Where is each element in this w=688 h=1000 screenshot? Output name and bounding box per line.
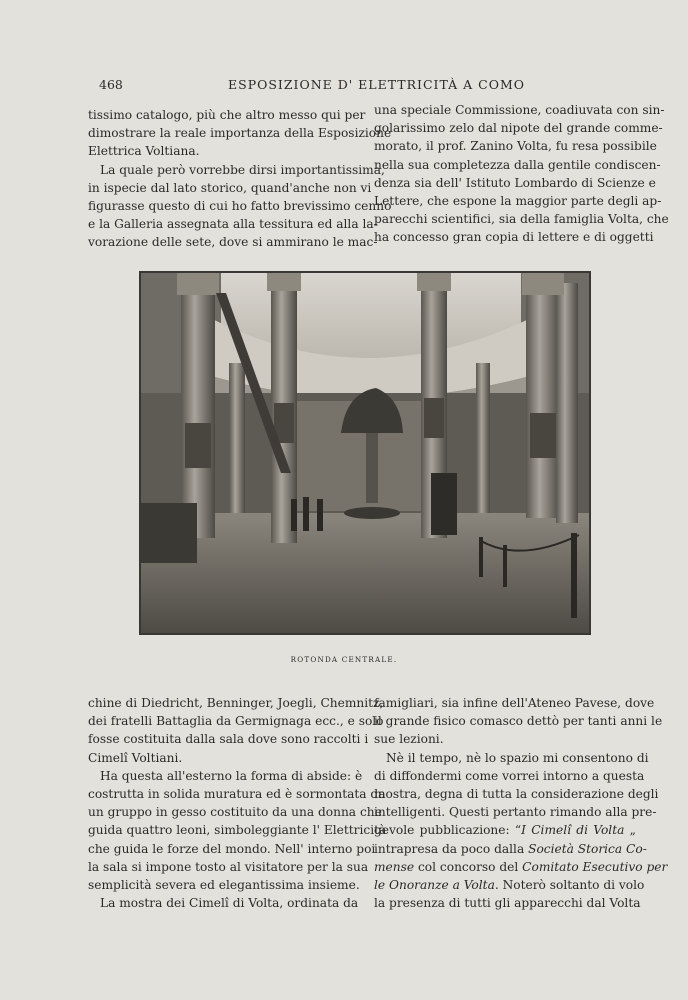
society-name: Società Storica Co-	[528, 841, 647, 856]
page-number: 468	[99, 77, 123, 92]
text-line: chine di Diedricht, Benninger, Joegli, Chemnitz,	[88, 696, 384, 710]
text-line: mostra, degna di tutta la considerazione degli	[374, 787, 659, 802]
text-line	[374, 876, 645, 894]
text-line: dimostrare la reale importanza della Esposizione	[88, 126, 392, 141]
text-line: famigliari, sia infine dell'Ateneo Pavese, dove	[374, 696, 655, 710]
text-line: la sala si impone tosto al visitatore per la sua	[88, 859, 369, 874]
text-line: morato, il prof. Zanino Volta, fu resa possibile	[374, 139, 657, 154]
text-line: la presenza di tutti gli apparecchi dal Volta	[374, 896, 641, 911]
text-line: di diffondermi come vorrei intorno a questa	[374, 768, 645, 783]
text-line: sue lezioni.	[374, 732, 444, 747]
text-column-top-right	[374, 101, 669, 247]
running-head: ESPOSIZIONE D' ELETTRICITÀ A COMO	[228, 77, 526, 92]
text-line: Cimelî Voltiani.	[88, 750, 183, 765]
text-line: Ha questa all'esterno la forma di abside: è	[100, 768, 363, 783]
text-line: costrutta in solida muratura ed è sormontata da	[88, 787, 386, 802]
text-line	[374, 821, 636, 839]
text-line: Lettere, che espone la maggior parte degli ap-	[374, 194, 662, 209]
text-column-bottom-right	[374, 694, 668, 912]
rotunda-photo-illustration	[141, 273, 589, 633]
text-line: che guida le forze del mondo. Nell' interno poi	[88, 841, 376, 856]
text-line: parecchi scientifici, sia della famiglia Volta, che	[374, 212, 669, 227]
text-line	[374, 840, 647, 858]
text-line: Nè il tempo, nè lo spazio mi consentono di	[386, 750, 649, 765]
text-line	[374, 858, 668, 876]
text-line: tissimo catalogo, più che altro messo qui per	[88, 108, 366, 122]
text-line: e la Galleria assegnata alla tessitura ed alla la-	[88, 217, 378, 232]
text-fragment: intrapresa da poco dalla	[374, 841, 529, 856]
figure-caption: ROTONDA CENTRALE.	[290, 655, 398, 664]
text-line: ha concesso gran copia di lettere e di oggetti	[374, 230, 654, 245]
text-line: intelligenti. Questi pertanto rimando alla pre-	[374, 805, 657, 820]
text-line: denza sia dell' Istituto Lombardo di Scienze e	[374, 175, 656, 190]
text-line: dei fratelli Battaglia da Germignaga ecc., e solo	[88, 714, 384, 729]
text-line: semplicità severa ed elegantissima insieme.	[88, 878, 360, 893]
text-line: una speciale Commissione, coadiuvata con sin-	[374, 103, 665, 117]
text-line: La quale però vorrebbe dirsi importantissima,	[100, 162, 385, 177]
text-line: Elettrica Voltiana.	[88, 144, 200, 159]
text-line: un gruppo in gesso costituito da una donna che	[88, 805, 382, 820]
text-column-bottom-left	[88, 694, 387, 912]
text-line: guida quattro leoni, simboleggiante l' Elettricità	[88, 823, 387, 838]
text-fragment: . Noterò soltanto di volo	[494, 878, 645, 893]
text-fragment: „	[624, 823, 636, 838]
text-line: golarissimo zelo dal nipote del grande comme-	[374, 121, 663, 136]
rotunda-photograph	[139, 271, 591, 635]
text-line: fosse costituita dalla sala dove sono raccolti i	[88, 732, 369, 747]
society-name: mense	[374, 859, 415, 874]
text-line: il grande fisico comasco dettò per tanti anni le	[374, 714, 663, 729]
text-line: nella sua completezza dalla gentile condiscen-	[374, 157, 661, 172]
committee-name: le Onoranze a Volta	[374, 878, 495, 893]
text-fragment: col concorso del	[414, 859, 523, 874]
text-line: figurasse questo di cui ho fatto brevissimo cenno	[88, 199, 392, 214]
publication-title: I Cimelî di Volta	[521, 823, 625, 838]
text-fragment: gevole pubblicazione: “	[374, 823, 522, 838]
text-line: La mostra dei Cimelî di Volta, ordinata da	[100, 896, 359, 911]
text-line: vorazione delle sete, dove si ammirano le mac-	[88, 235, 378, 250]
text-line: in ispecie dal lato storico, quand'anche non vi	[88, 180, 372, 195]
committee-name: Comitato Esecutivo per	[522, 859, 668, 874]
text-column-top-left	[88, 106, 392, 252]
